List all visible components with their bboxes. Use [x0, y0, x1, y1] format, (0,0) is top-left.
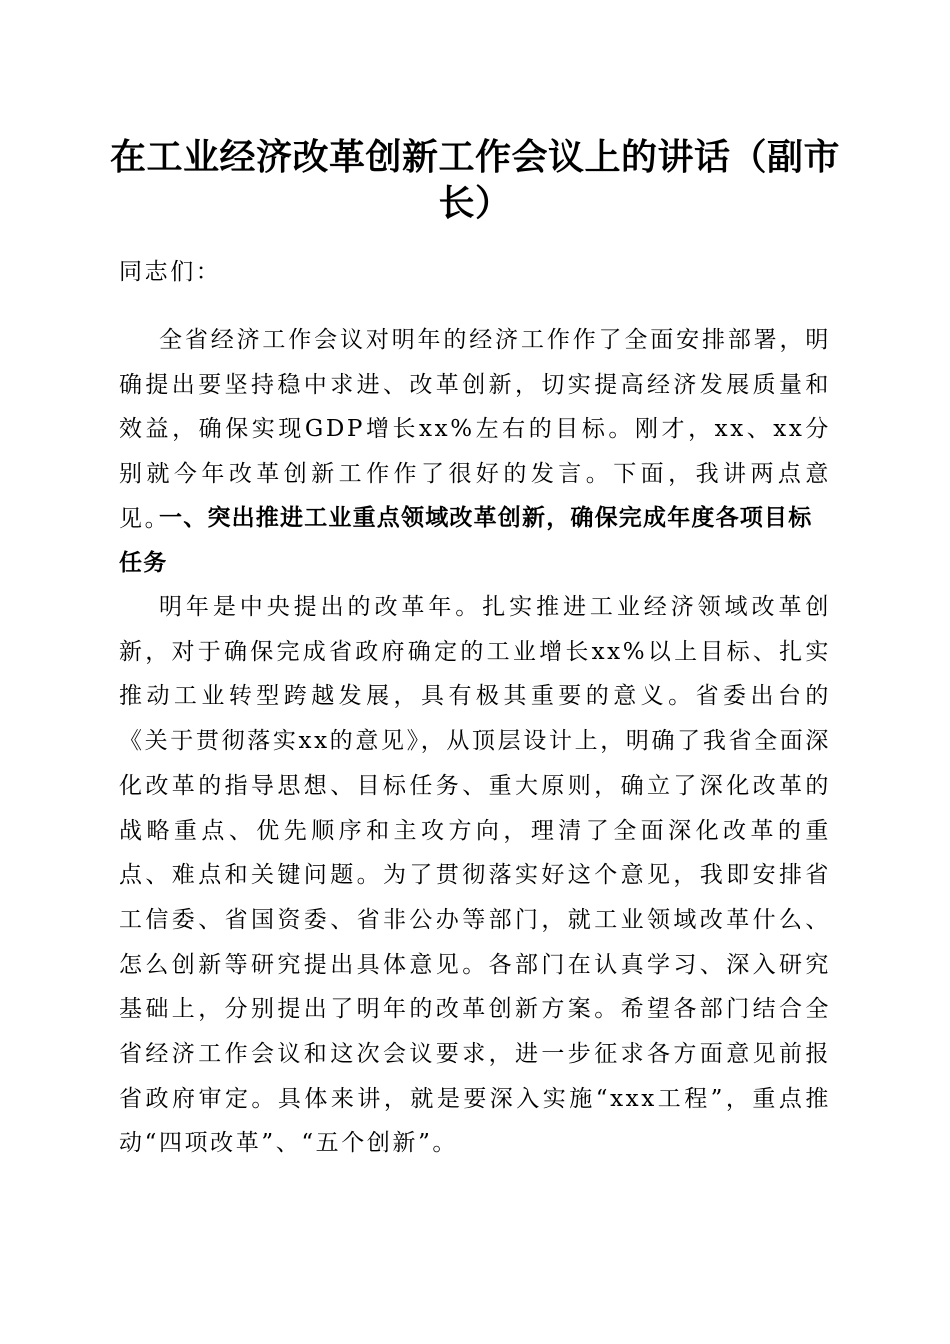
section-heading-1: 一、突出推进工业重点领域改革创新，确保完成年度各项目标任务 [119, 505, 813, 576]
salutation: 同志们： [119, 259, 222, 285]
paragraph-2: 明年是中央提出的改革年。扎实推进工业经济领域改革创新，对于确保完成省政府确定的工业增长xx%以上目标、扎实推动工业转型跨越发展，具有极其重要的意义。省委出台的《关于贯彻落实xx的意见》，从顶层设计上，明确了我省全面深化改革的指导思想、目标任务、重大原则，确立了深化改革的战略重点、优先顺序和主攻方向，理清了全面深化改革的重点、难点和关键问题。为了贯彻落实好这个意见，我即安排省工信委、省国资委、省非公办等部门，就工业领域改革什么、怎么创新等研究提出具体意见。各部门在认真学习、深入研究基础上，分别提出了明年的改革创新方案。希望各部门结合全省经济工作会议和这次会议要求，进一步征求各方面意见前报省政府审定。具体来讲，就是要深入实施“xxx工程”，重点推动“四项改革”、“五个创新”。 [119, 594, 831, 1157]
document-title: 在工业经济改革创新工作会议上的讲话（副市长） [110, 136, 841, 224]
paragraph-1: 全省经济工作会议对明年的经济工作作了全面安排部署，明确提出要坚持稳中求进、改革创新，切实提高经济发展质量和效益，确保实现GDP增长xx%左右的目标。刚才，xx、xx分别就今年改革创新工作作了很好的发言。下面，我讲两点意见。 [119, 327, 831, 532]
